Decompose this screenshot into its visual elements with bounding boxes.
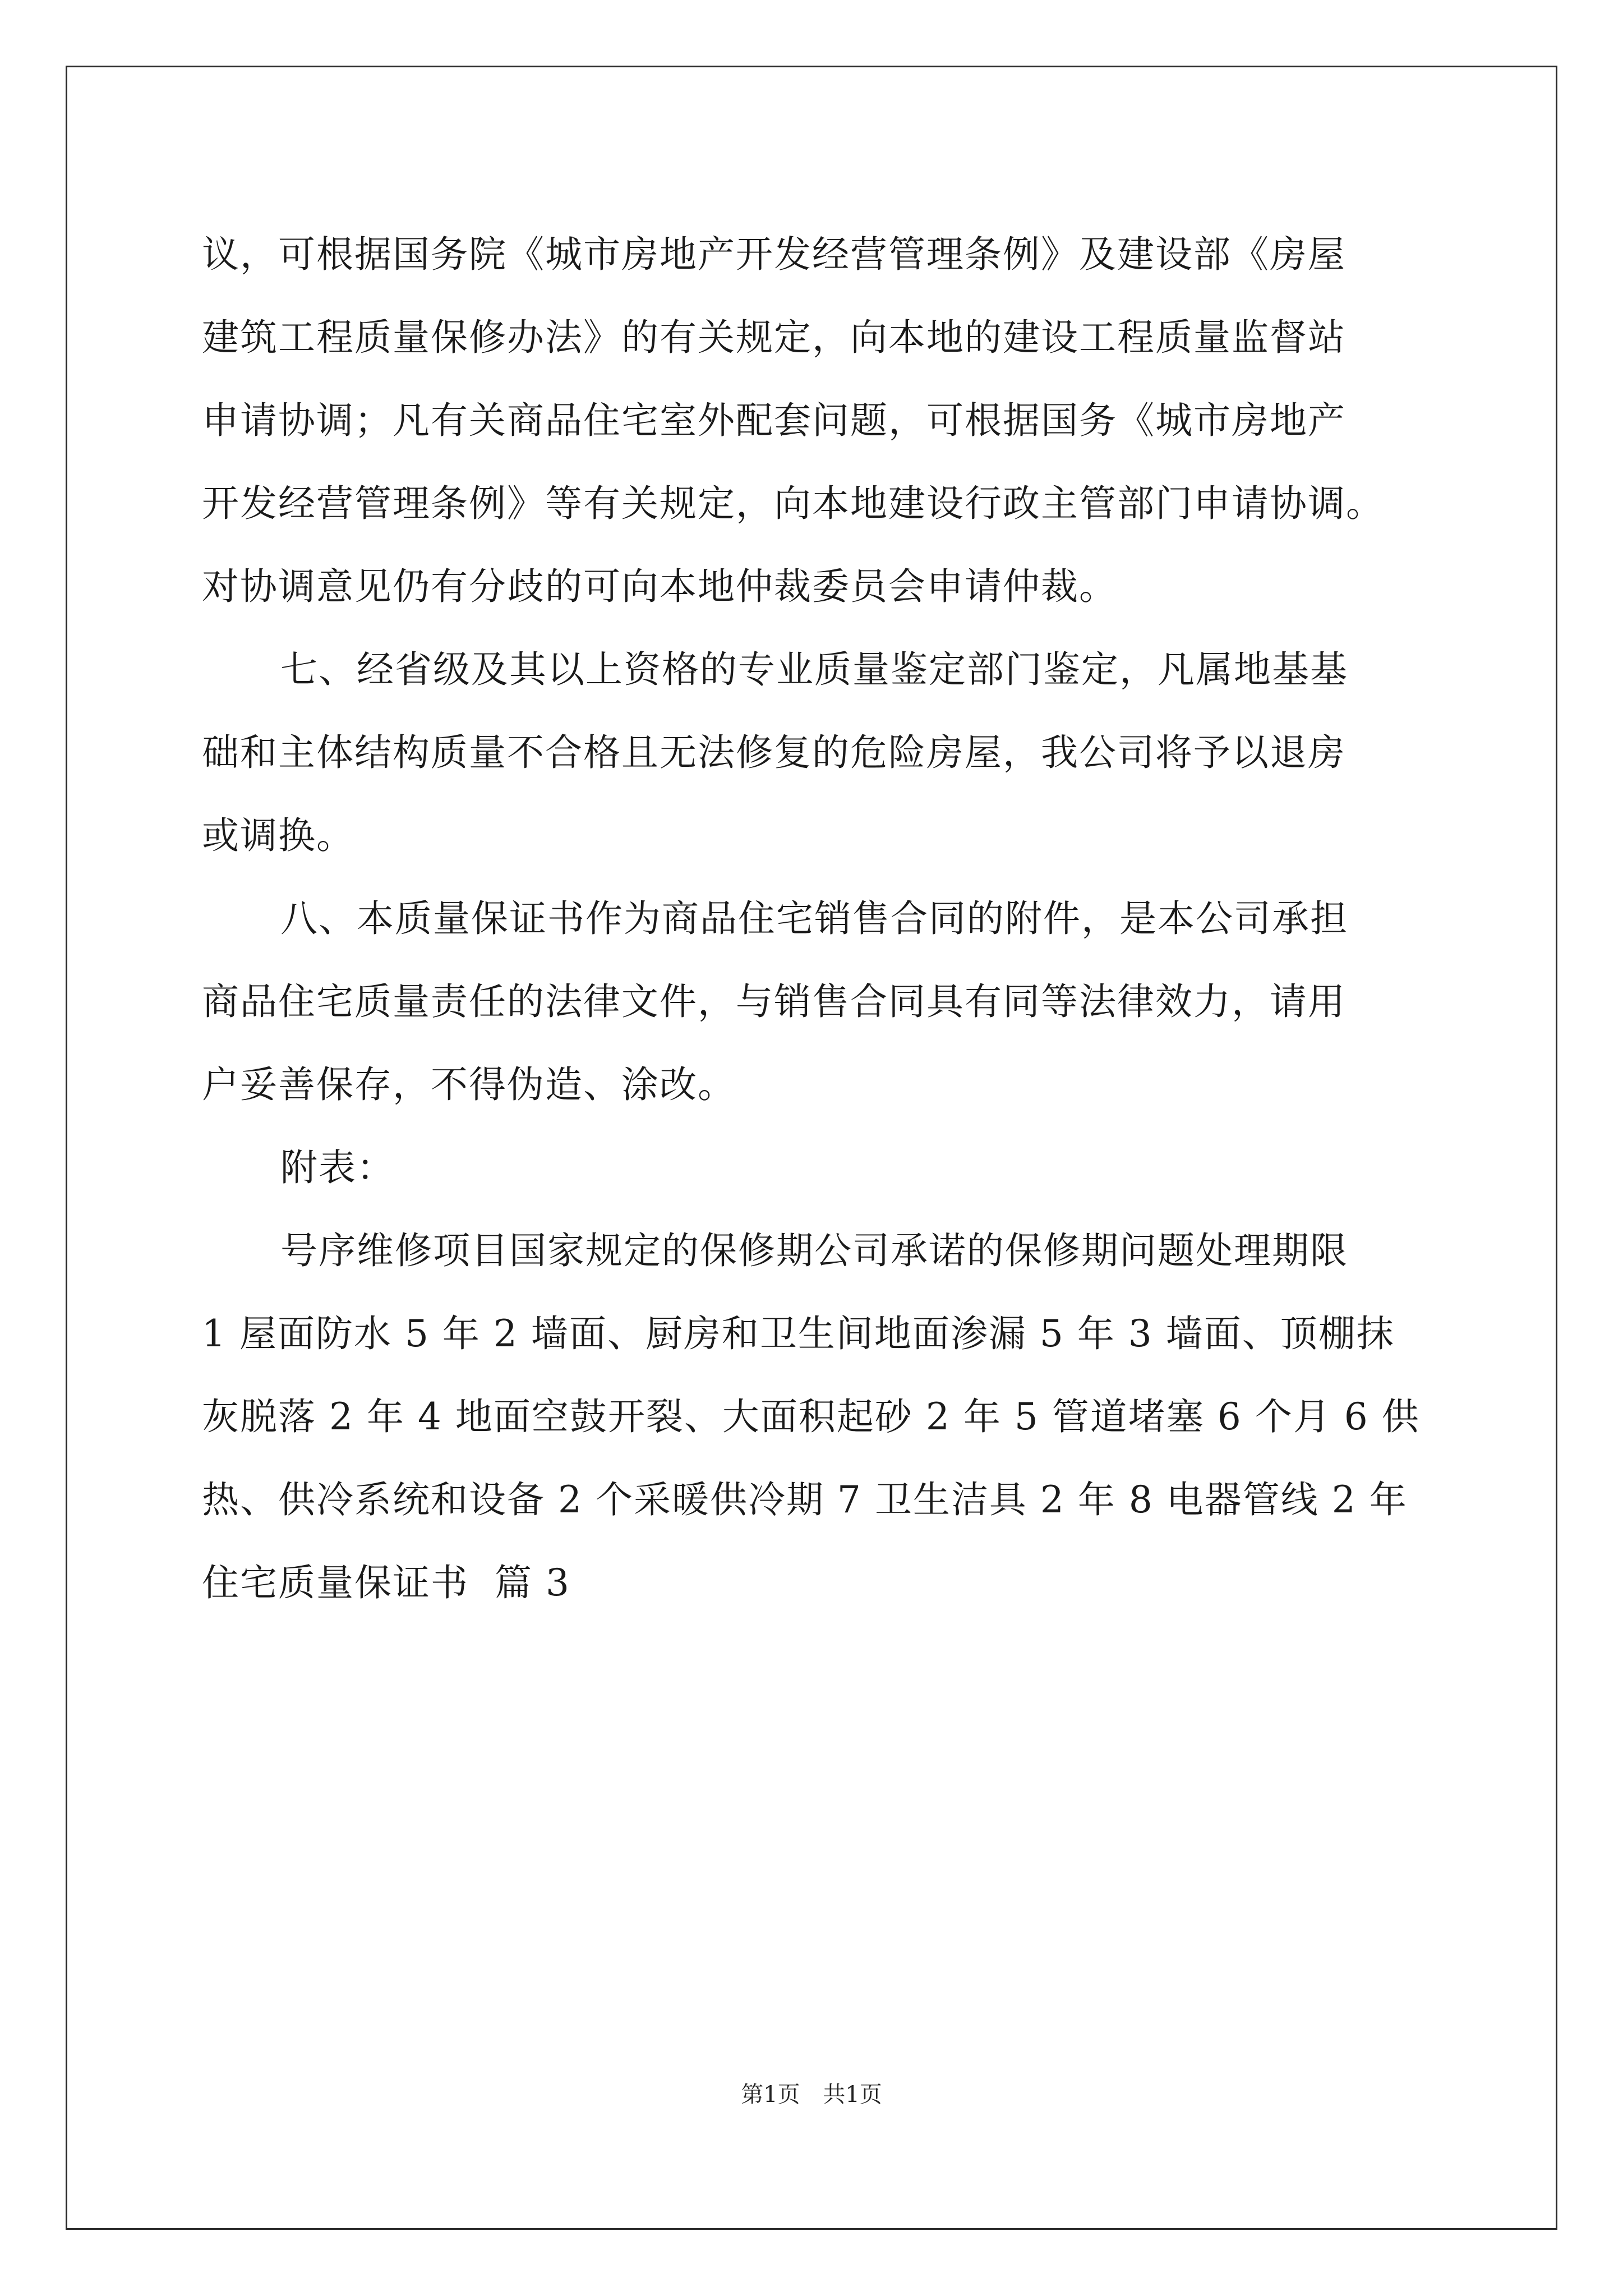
text-line: 或调换。 xyxy=(202,814,354,857)
text-line: 开发经营管理条例》等有关规定，向本地建设行政主管部门申请协调。 xyxy=(202,482,1384,525)
paragraph-7-start: 七、经省级及其以上资格的专业质量鉴定部门鉴定，凡属地基基 xyxy=(280,648,1348,691)
document-body xyxy=(202,213,1436,1625)
appendix-heading: 附表： xyxy=(280,1146,395,1189)
text-line: 建筑工程质量保修办法》的有关规定，向本地的建设工程质量监督站 xyxy=(202,316,1346,359)
text-line: 础和主体结构质量不合格且无法修复的危险房屋，我公司将予以退房 xyxy=(202,731,1346,774)
paragraph-8-start: 八、本质量保证书作为商品住宅销售合同的附件，是本公司承担 xyxy=(280,897,1348,940)
page-number-total: 共1页 xyxy=(823,2082,882,2108)
text-line: 议，可根据国务院《城市房地产开发经营管理条例》及建设部《房屋 xyxy=(202,233,1346,276)
text-line: 商品住宅质量责任的法律文件，与销售合同具有同等法律效力，请用 xyxy=(202,980,1346,1023)
page-footer xyxy=(0,2077,1623,2109)
appendix-table-header: 号序维修项目国家规定的保修期公司承诺的保修期问题处理期限 xyxy=(280,1229,1348,1272)
page-number-current: 第1页 xyxy=(741,2082,800,2108)
appendix-table-text: 1 屋面防水 5 年 2 墙面、厨房和卫生间地面渗漏 5 年 3 墙面、顶棚抹 xyxy=(202,1312,1395,1355)
text-line: 对协调意见仍有分歧的可向本地仲裁委员会申请仲裁。 xyxy=(202,565,1117,608)
text-line: 申请协调；凡有关商品住宅室外配套问题，可根据国务《城市房地产 xyxy=(202,399,1346,442)
text-line: 户妥善保存，不得伪造、涂改。 xyxy=(202,1063,736,1106)
section-heading: 住宅质量保证书 篇 3 xyxy=(202,1561,570,1604)
appendix-table-text: 热、供冷系统和设备 2 个采暖供冷期 7 卫生洁具 2 年 8 电器管线 2 年 xyxy=(202,1478,1408,1521)
appendix-table-text: 灰脱落 2 年 4 地面空鼓开裂、大面积起砂 2 年 5 管道堵塞 6 个月 6 供 xyxy=(202,1395,1420,1438)
